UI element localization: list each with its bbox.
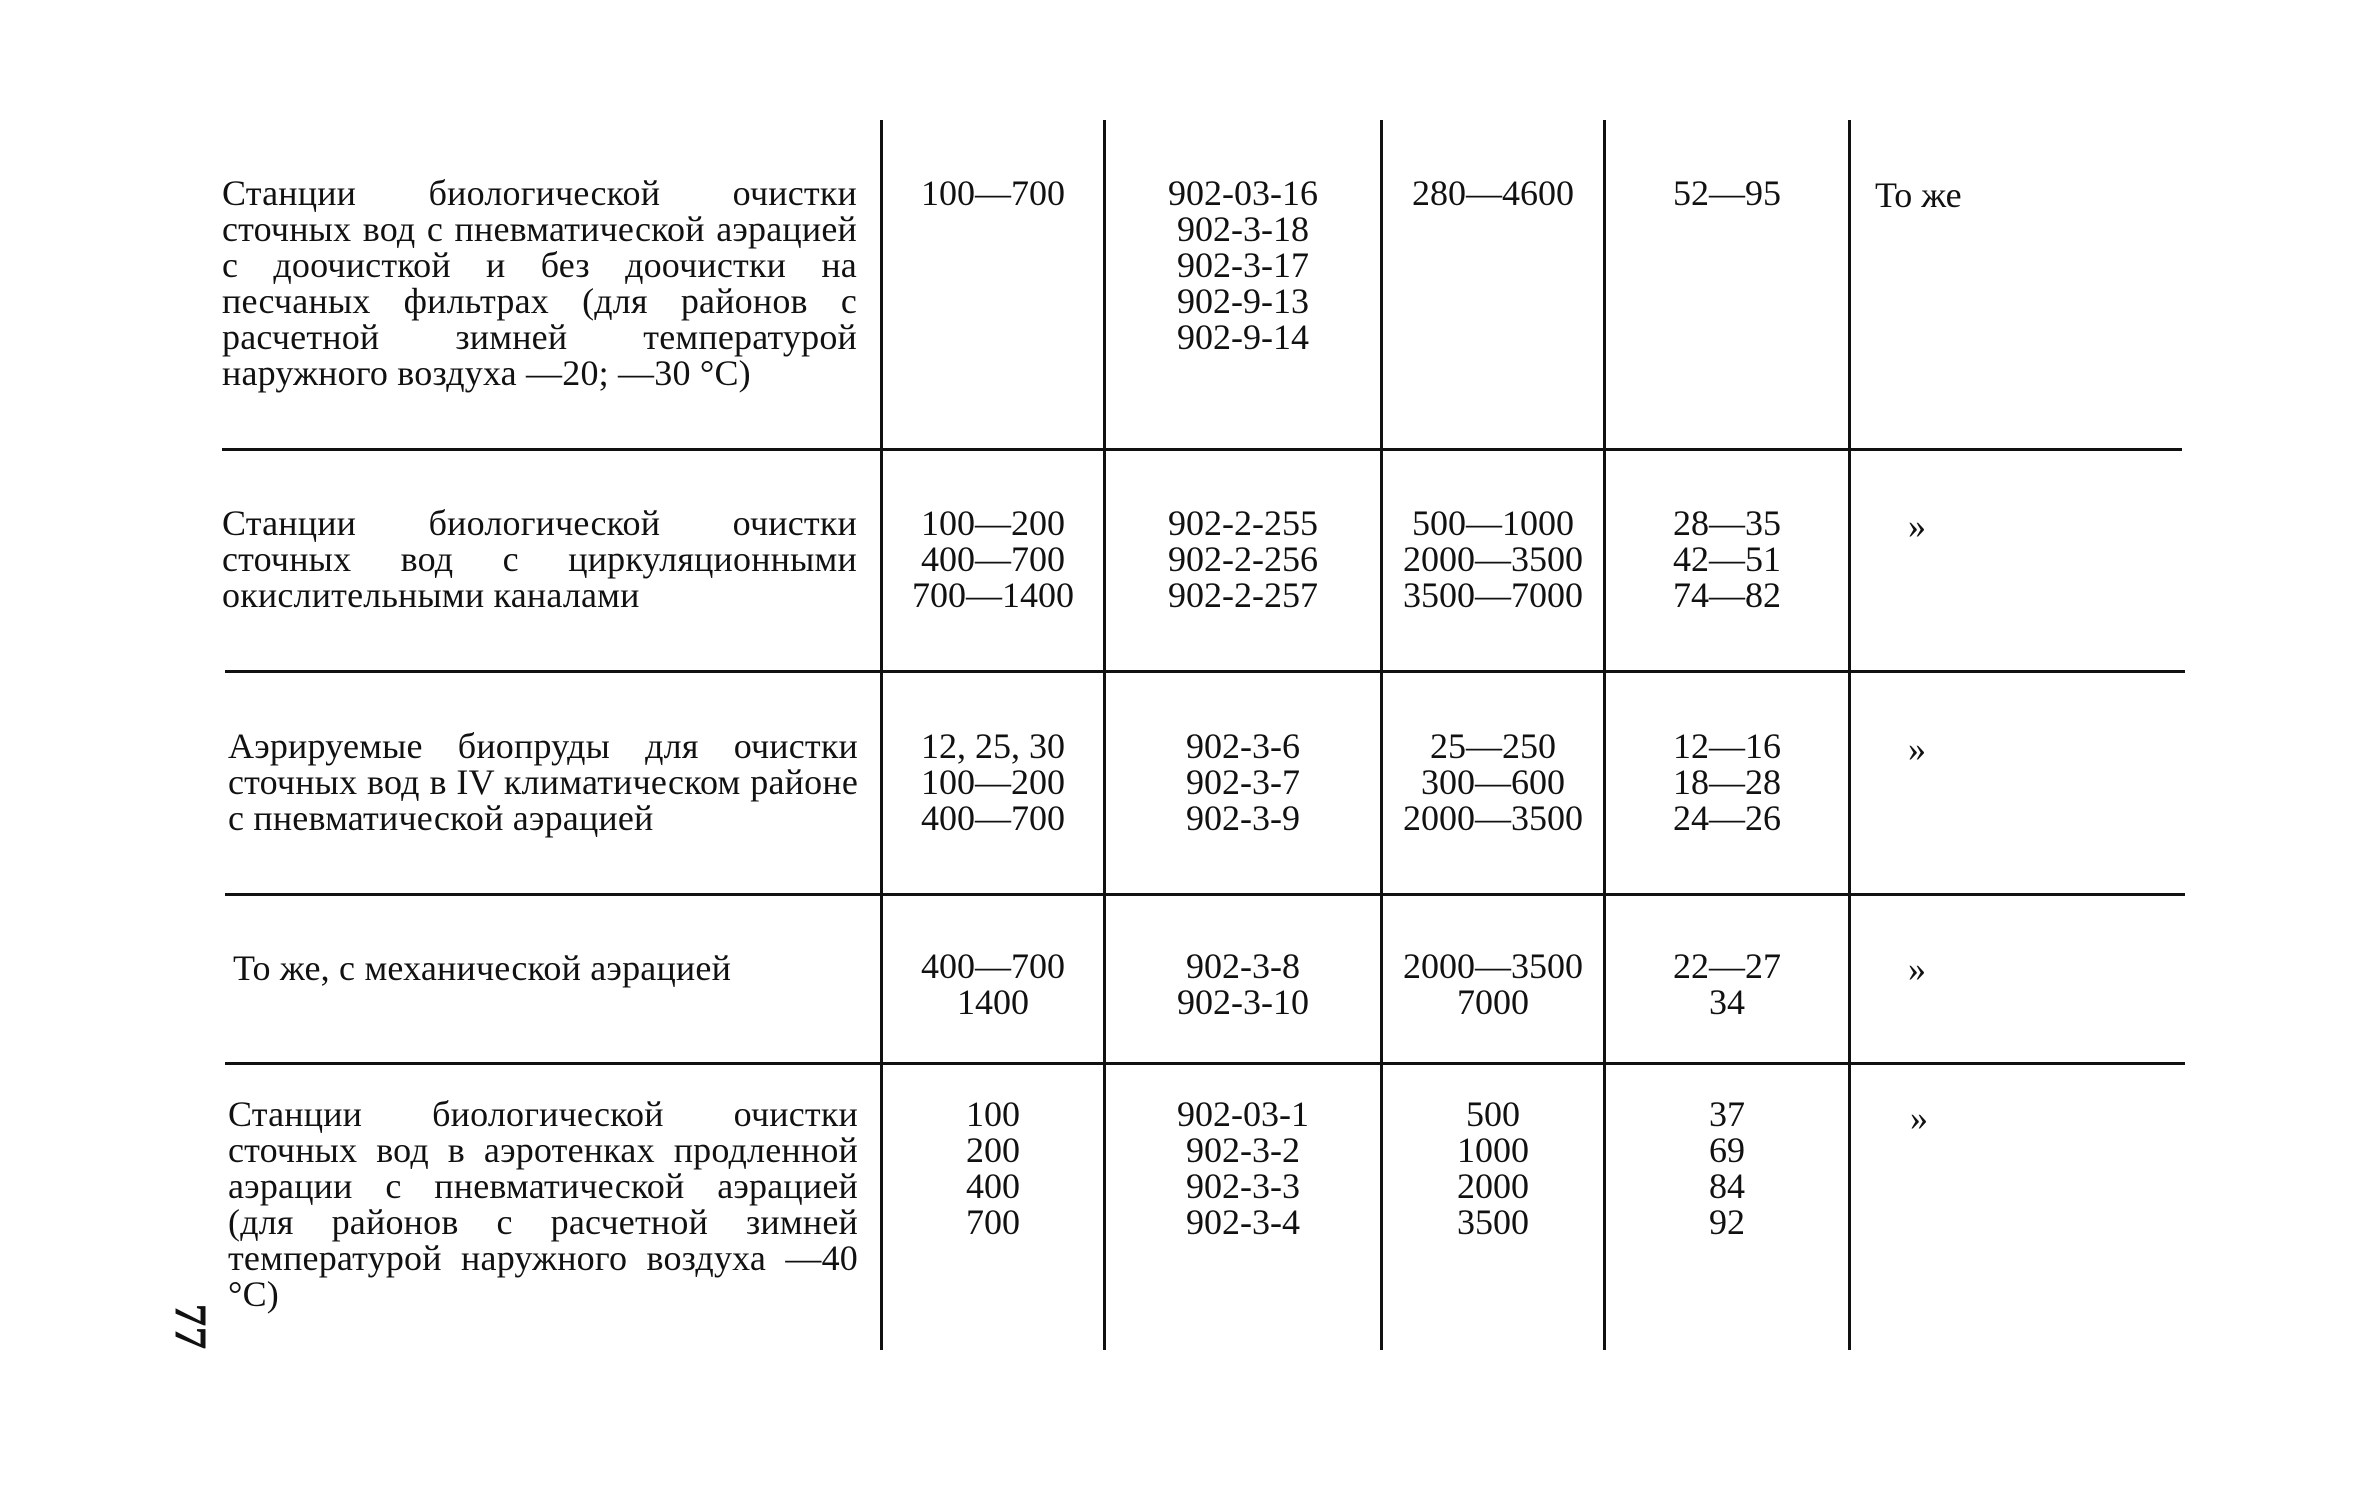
population-cell: 500 1000 2000 3500 <box>1457 1094 1529 1242</box>
capacity-cell: 400—700 1400 <box>921 946 1065 1022</box>
capacity-cell: 100 200 400 700 <box>966 1094 1020 1242</box>
project-cell: 902-3-6 902-3-7 902-3-9 <box>1186 726 1300 838</box>
note-cell: То же <box>1875 175 1962 215</box>
note-cell: » <box>1910 1098 1928 1138</box>
population-cell: 500—1000 2000—3500 3500—7000 <box>1403 503 1583 615</box>
row-description: Станции биологической очистки сточных вод с пневматической аэрацией с доочисткой и без доочистки на песчаных фильтрах (для районов с расчетной зимней температурой наружного воздуха —20; —30 °С) <box>222 173 857 393</box>
project-cell: 902-03-16 902-3-18 902-3-17 902-9-13 902-9-14 <box>1168 173 1318 357</box>
column-rule <box>880 120 883 1350</box>
note-cell: » <box>1908 949 1926 989</box>
page-number: 77 <box>165 1303 217 1350</box>
row-rule <box>225 670 2185 673</box>
column-rule <box>1848 120 1851 1350</box>
note-cell: » <box>1908 506 1926 546</box>
row-description: Станции биологической очистки сточных вод с циркуляционными окислительными каналами <box>222 503 857 615</box>
capacity-cell: 100—700 <box>921 173 1065 213</box>
cost-cell: 22—27 34 <box>1673 946 1781 1022</box>
row-description: Станции биологической очистки сточных вод в аэротенках продленной аэрации с пневматической аэрацией (для районов с расчетной зимней температурой наружного воздуха —40 °С) <box>228 1094 858 1314</box>
row-description: То же, с механической аэрацией <box>233 948 732 988</box>
cost-cell: 28—35 42—51 74—82 <box>1673 503 1781 615</box>
row-description: Аэрируемые биопруды для очистки сточных вод в IV климатическом районе с пневматической аэрацией <box>228 726 858 838</box>
column-rule <box>1103 120 1106 1350</box>
row-rule <box>222 448 2182 451</box>
cost-cell: 37 69 84 92 <box>1709 1094 1745 1242</box>
population-cell: 280—4600 <box>1412 173 1574 213</box>
project-cell: 902-2-255 902-2-256 902-2-257 <box>1168 503 1318 615</box>
population-cell: 2000—3500 7000 <box>1403 946 1583 1022</box>
population-cell: 25—250 300—600 2000—3500 <box>1403 726 1583 838</box>
project-cell: 902-03-1 902-3-2 902-3-3 902-3-4 <box>1177 1094 1309 1242</box>
column-rule <box>1603 120 1606 1350</box>
note-cell: » <box>1908 729 1926 769</box>
cost-cell: 52—95 <box>1673 173 1781 213</box>
project-cell: 902-3-8 902-3-10 <box>1177 946 1309 1022</box>
capacity-cell: 100—200 400—700 700—1400 <box>912 503 1074 615</box>
column-rule <box>1380 120 1383 1350</box>
row-rule <box>225 893 2185 896</box>
cost-cell: 12—16 18—28 24—26 <box>1673 726 1781 838</box>
capacity-cell: 12, 25, 30 100—200 400—700 <box>921 726 1065 838</box>
row-rule <box>225 1062 2185 1065</box>
